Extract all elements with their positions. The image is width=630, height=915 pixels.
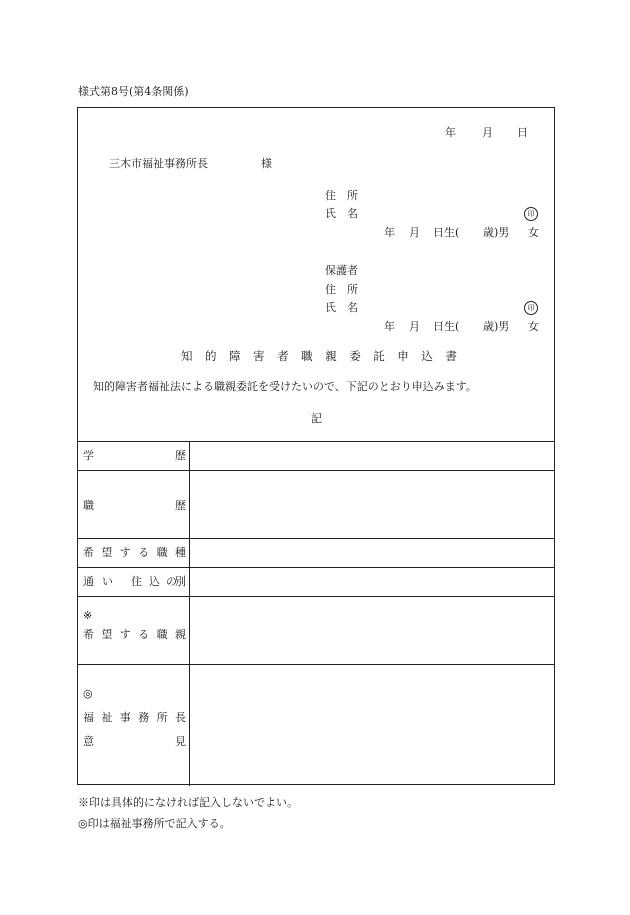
education-field[interactable] [190, 442, 555, 470]
row-label-director: 福 祉 事 務 所 長 [83, 711, 186, 724]
director-opinion-field[interactable] [190, 665, 555, 785]
guardian-title: 保護者 [325, 264, 358, 277]
addressee-honorific: 様 [261, 157, 272, 170]
applicant-birth-month: 月 [409, 226, 420, 239]
note-mark: ※ [83, 609, 93, 622]
form-number: 様式第8号(第4条関係) [78, 85, 189, 98]
guardian-birth-day: 日生( [433, 320, 460, 333]
guardian-female: 女 [528, 320, 539, 333]
row-label-work-history: 職 歴 [83, 499, 186, 512]
footnote-1: ※印は具体的になければ記入しないでよい。 [78, 796, 298, 809]
applicant-female: 女 [528, 226, 539, 239]
body-text: 知的障害者福祉法による職親委託を受けたいので、下記のとおり申込みます。 [93, 380, 477, 393]
addressee-name: 三木市福祉事務所長 [109, 157, 208, 170]
ki-mark: 記 [311, 412, 322, 425]
guardian-age-male: 歳)男 [483, 320, 510, 333]
row-label-opinion: 意 見 [83, 735, 186, 748]
guardian-seal [524, 301, 538, 315]
row-label-desired-employer: 希 望 す る 職 親 [83, 628, 186, 641]
guardian-name-label: 氏 名 [325, 301, 358, 314]
row-label-education: 学 歴 [83, 449, 186, 462]
application-form: 年 月 日 三木市福祉事務所長 様 住 所 氏 名 印 年 月 日生( 歳)男 女 保護者 住 所 氏 名 印 年 月 日生( 歳)男 女 知 的 障 害 者 職 親 委 託 申 込 書 知的障害者福祉法による職親委託を受けたいので、下記のとおり申込みます。 記 学 歴 職 歴 希 望 す る 職 種 通 い 住 込 の 別 ※ 希 望 す る 職 親 ◎ 福 祉 事 務 所 長 意 見 [77, 107, 555, 785]
applicant-age-male: 歳)男 [483, 226, 510, 239]
guardian-address-label: 住 所 [325, 283, 358, 296]
date-day: 日 [517, 126, 528, 139]
seal-icon: 印 [524, 301, 538, 315]
work-history-field[interactable] [190, 471, 555, 538]
applicant-address-label: 住 所 [325, 189, 358, 202]
guardian-birth-month: 月 [409, 320, 420, 333]
guardian-birth-year: 年 [384, 320, 395, 333]
desired-job-field[interactable] [190, 539, 555, 567]
seal-icon: 印 [524, 207, 538, 221]
applicant-birth-year: 年 [384, 226, 395, 239]
document-title: 知 的 障 害 者 職 親 委 託 申 込 書 [181, 349, 457, 363]
applicant-seal [524, 207, 538, 221]
applicant-birth-day: 日生( [433, 226, 460, 239]
applicant-name-label: 氏 名 [325, 207, 358, 220]
desired-employer-field[interactable] [190, 597, 555, 664]
commute-field[interactable] [190, 568, 555, 596]
footnote-2: ◎印は福祉事務所で記入する。 [78, 817, 231, 830]
date-year: 年 [445, 126, 456, 139]
row-label-desired-job: 希 望 す る 職 種 [83, 546, 186, 559]
double-circle-mark: ◎ [83, 687, 93, 700]
date-month: 月 [482, 126, 493, 139]
